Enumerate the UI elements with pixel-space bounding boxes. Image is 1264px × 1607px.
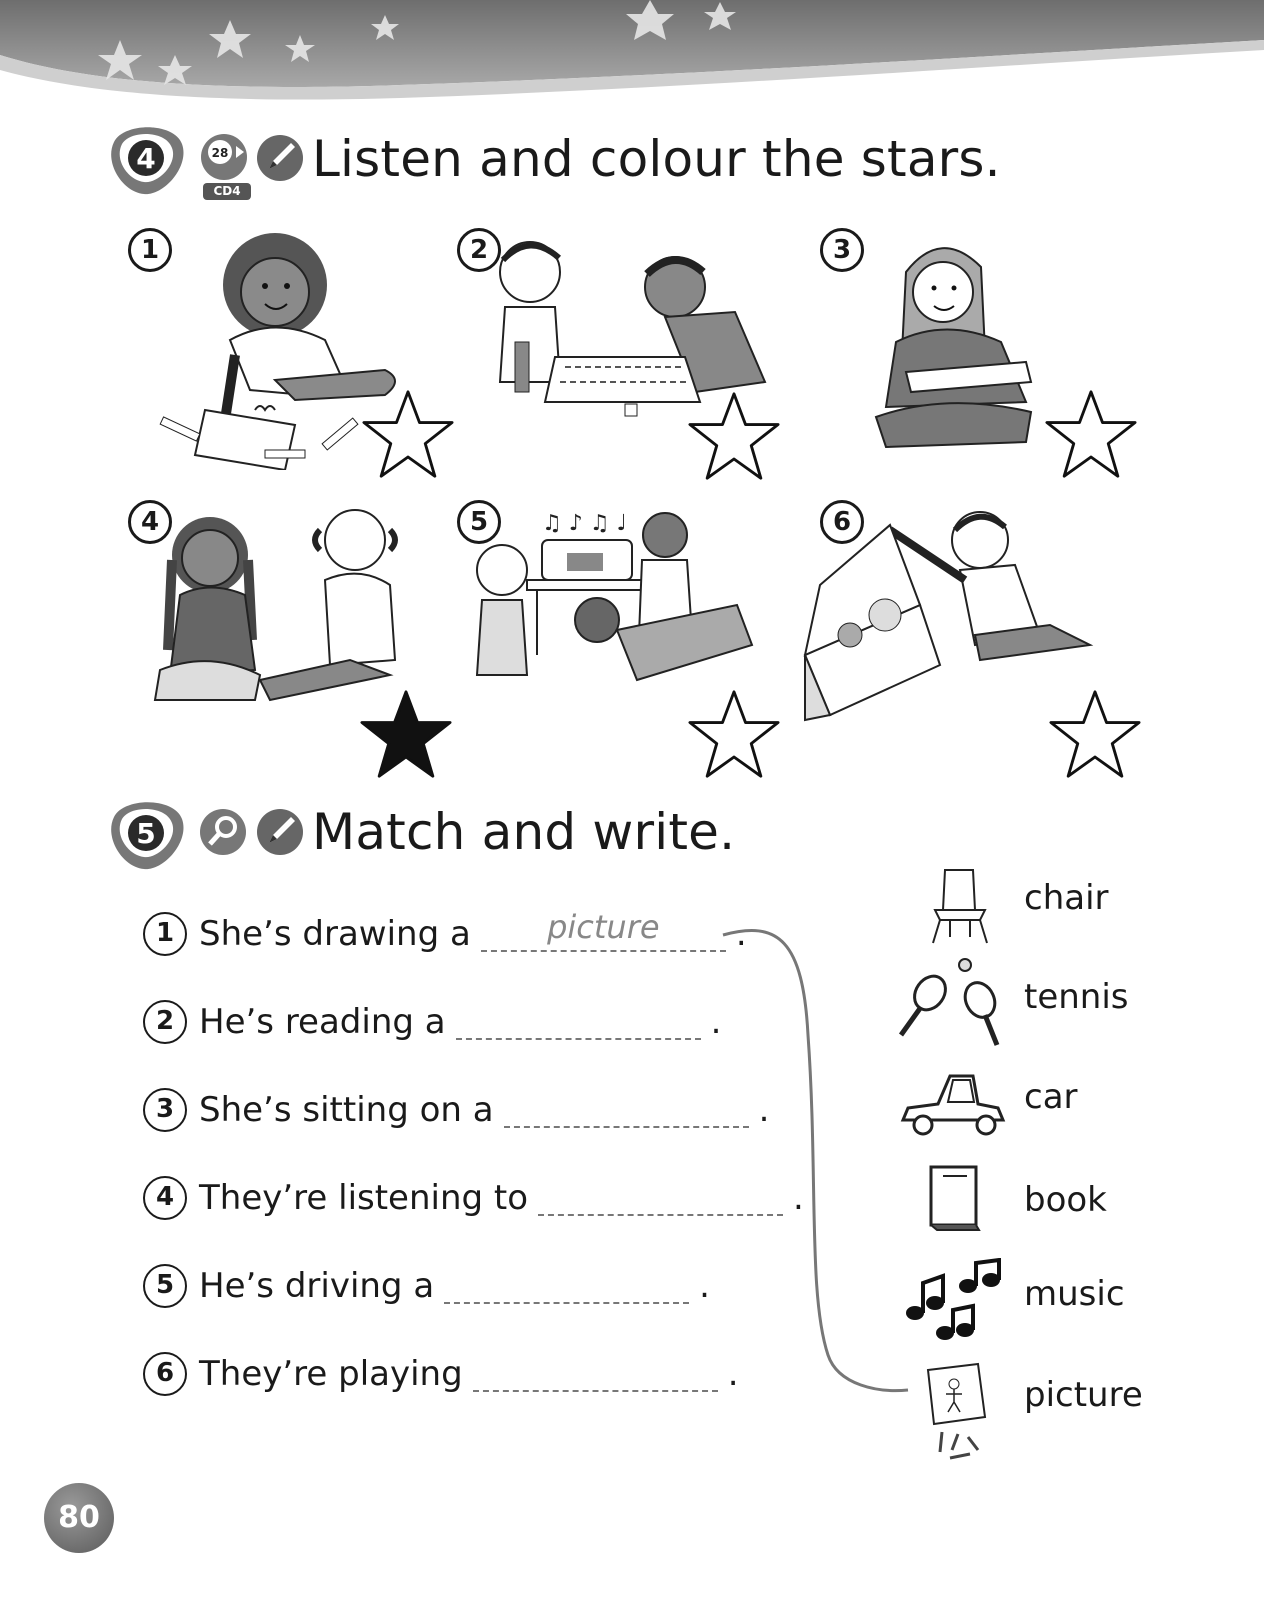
girl-reading-illustration bbox=[866, 232, 1046, 457]
car-icon bbox=[898, 1070, 1008, 1140]
sentence-text: They’re playing bbox=[199, 1354, 463, 1394]
word-music: music bbox=[1024, 1274, 1125, 1314]
star-1[interactable] bbox=[360, 388, 456, 480]
sentence-1 bbox=[143, 908, 747, 956]
exercise-number-badge bbox=[104, 122, 188, 198]
period: . bbox=[727, 1354, 739, 1394]
svg-text:5: 5 bbox=[136, 817, 156, 850]
picture-number-1: 1 bbox=[128, 228, 172, 272]
svg-text:♫ ♪ ♫ ♩: ♫ ♪ ♫ ♩ bbox=[542, 511, 627, 536]
sentence-4 bbox=[143, 1176, 804, 1220]
answer-blank[interactable] bbox=[481, 908, 726, 952]
music-icon bbox=[903, 1258, 1003, 1343]
answer-blank[interactable] bbox=[444, 1268, 689, 1304]
exercise-5-title: Match and write. bbox=[312, 803, 736, 861]
picture-number-6: 6 bbox=[820, 500, 864, 544]
sentence-text: He’s reading a bbox=[199, 1002, 446, 1042]
children-music-illustration bbox=[467, 505, 767, 695]
answer-text: picture bbox=[547, 908, 660, 946]
answer-blank[interactable] bbox=[456, 1004, 701, 1040]
exercise-number-badge bbox=[104, 797, 188, 873]
period: . bbox=[710, 1002, 722, 1042]
pencil-icon bbox=[255, 133, 305, 183]
cd-label: CD4 bbox=[203, 183, 251, 200]
sentence-text: He’s driving a bbox=[199, 1266, 435, 1306]
sentence-text: They’re listening to bbox=[199, 1178, 529, 1218]
sentence-number: 4 bbox=[143, 1176, 187, 1220]
star-3[interactable] bbox=[1043, 388, 1139, 480]
picture-number-4: 4 bbox=[128, 500, 172, 544]
picture-icon bbox=[920, 1362, 995, 1467]
sentence-number: 2 bbox=[143, 1000, 187, 1044]
star-4[interactable] bbox=[358, 688, 454, 780]
svg-text:4: 4 bbox=[136, 142, 156, 175]
cd-track-icon bbox=[198, 132, 250, 182]
exercise-4-title: Listen and colour the stars. bbox=[312, 130, 1001, 188]
sentence-number: 1 bbox=[143, 912, 187, 956]
period: . bbox=[758, 1090, 770, 1130]
period: . bbox=[735, 914, 747, 954]
picture-number-5: 5 bbox=[457, 500, 501, 544]
answer-blank[interactable] bbox=[504, 1092, 749, 1128]
picture-number-3: 3 bbox=[820, 228, 864, 272]
sentence-text: She’s drawing a bbox=[199, 914, 471, 954]
chair-icon bbox=[925, 865, 995, 945]
sentence-3 bbox=[143, 1088, 769, 1132]
sentence-number: 6 bbox=[143, 1352, 187, 1396]
sentence-text: She’s sitting on a bbox=[199, 1090, 494, 1130]
magnifier-icon bbox=[198, 807, 248, 857]
tennis-icon bbox=[895, 955, 1005, 1050]
star-6[interactable] bbox=[1047, 688, 1143, 780]
star-5[interactable] bbox=[686, 688, 782, 780]
word-tennis: tennis bbox=[1024, 977, 1129, 1017]
word-car: car bbox=[1024, 1077, 1078, 1117]
pencil-icon bbox=[255, 807, 305, 857]
answer-blank[interactable] bbox=[473, 1356, 718, 1392]
match-line bbox=[718, 915, 918, 1425]
word-book: book bbox=[1024, 1180, 1107, 1220]
sentence-5 bbox=[143, 1264, 710, 1308]
sentence-2 bbox=[143, 1000, 721, 1044]
header-banner bbox=[0, 0, 1264, 110]
sentence-6 bbox=[143, 1352, 739, 1396]
picture-number-2: 2 bbox=[457, 228, 501, 272]
girls-sitting-illustration bbox=[150, 500, 425, 710]
period: . bbox=[793, 1178, 804, 1218]
sentence-number: 5 bbox=[143, 1264, 187, 1308]
word-picture: picture bbox=[1024, 1375, 1143, 1415]
word-chair: chair bbox=[1024, 878, 1109, 918]
book-icon bbox=[925, 1162, 985, 1232]
period: . bbox=[699, 1266, 710, 1306]
page-number: 80 bbox=[44, 1483, 114, 1553]
sentence-number: 3 bbox=[143, 1088, 187, 1132]
star-2[interactable] bbox=[686, 390, 782, 482]
svg-text:28: 28 bbox=[211, 146, 229, 160]
